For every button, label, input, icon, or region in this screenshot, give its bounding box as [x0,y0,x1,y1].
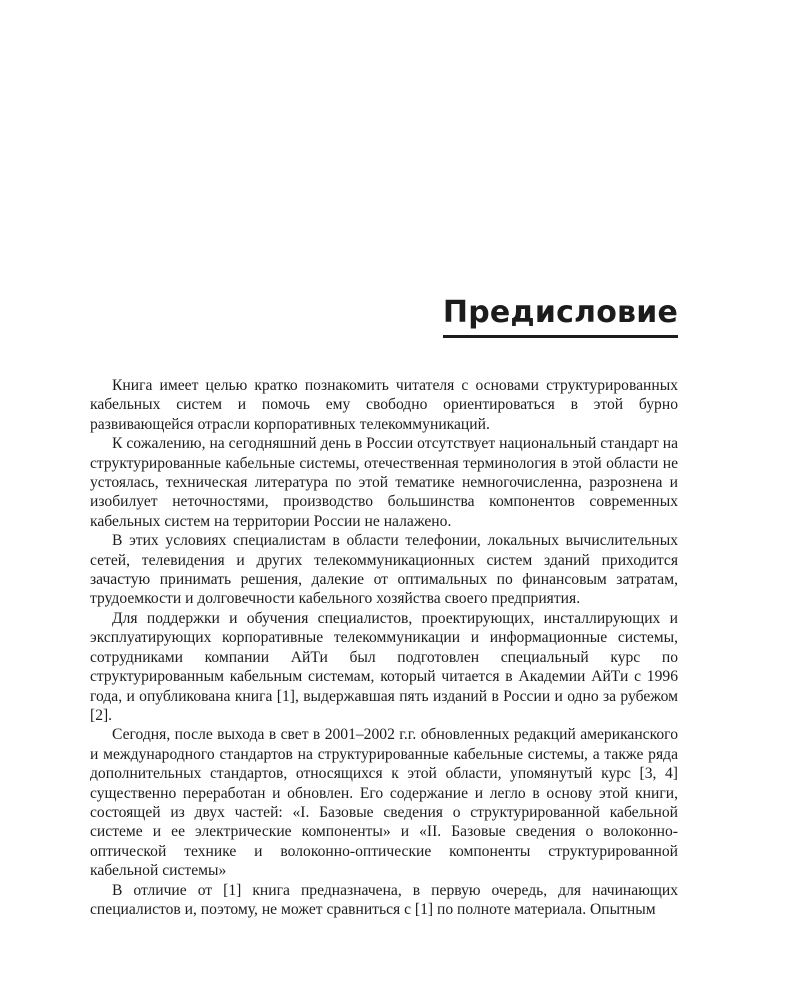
paragraph-no-standard: К сожалению, на сегодняшний день в России отсутствует национальный стандарт на структурированные кабельные системы, отечественная терминология в этой области не устоялась, техническая литература по этой тематике немногочисленна, разрознена и изобилует неточностями, производство большинства компонентов современных кабельных систем на территории России не налажено. [90,435,678,530]
paragraph-intro: Книга имеет целью кратко познакомить читателя с основами структурированных кабельных систем и помочь ему свободно ориентироваться в этой бурно развивающейся отрасли корпоративных телекоммуникаций. [90,377,678,433]
chapter-title: Предисловие [443,291,678,338]
paragraph-today: Сегодня, после выхода в свет в 2001–2002 г.г. обновленных редакций американского и международного стандартов на структурированные кабельные системы, а также ряда дополнительных стандартов, относящихся к этой области, упомянутый курс [3, 4] существенно переработан и обновлен. Его содержание и легло в основу этой книги, состоящей из двух частей: «I. Базовые сведения о структурированной кабельной системе и ее электрические компоненты» и «II. Базовые сведения о волоконно-оптической технике и волоконно-оптические компоненты структурированной кабельной системы» [90,726,678,880]
paragraph-audience: В отличие от [1] книга предназначена, в первую очередь, для начинающих специалистов и, поэтому, не может сравниться с [1] по полноте материала. Опытным [90,881,678,918]
paragraph-conditions: В этих условиях специалистам в области телефонии, локальных вычислительных сетей, телевидения и других телекоммуникационных систем зданий приходится зачастую принимать решения, далекие от оптимальных по финансовым затратам, трудоемкости и долговечности кабельного хозяйства своего предприятия. [90,532,678,608]
preface-body [90,376,678,919]
paragraph-course: Для поддержки и обучения специалистов, проектирующих, инсталлирующих и эксплуатирующих корпоративные телекоммуникации и информационные системы, сотрудниками компании АйТи был подготовлен специальный курс по структурированным кабельным системам, который читается в Академии АйТи с 1996 года, и опубликована книга [1], выдержавшая пять изданий в России и одно за рубежом [2]. [90,609,678,724]
chapter-heading [90,291,678,338]
